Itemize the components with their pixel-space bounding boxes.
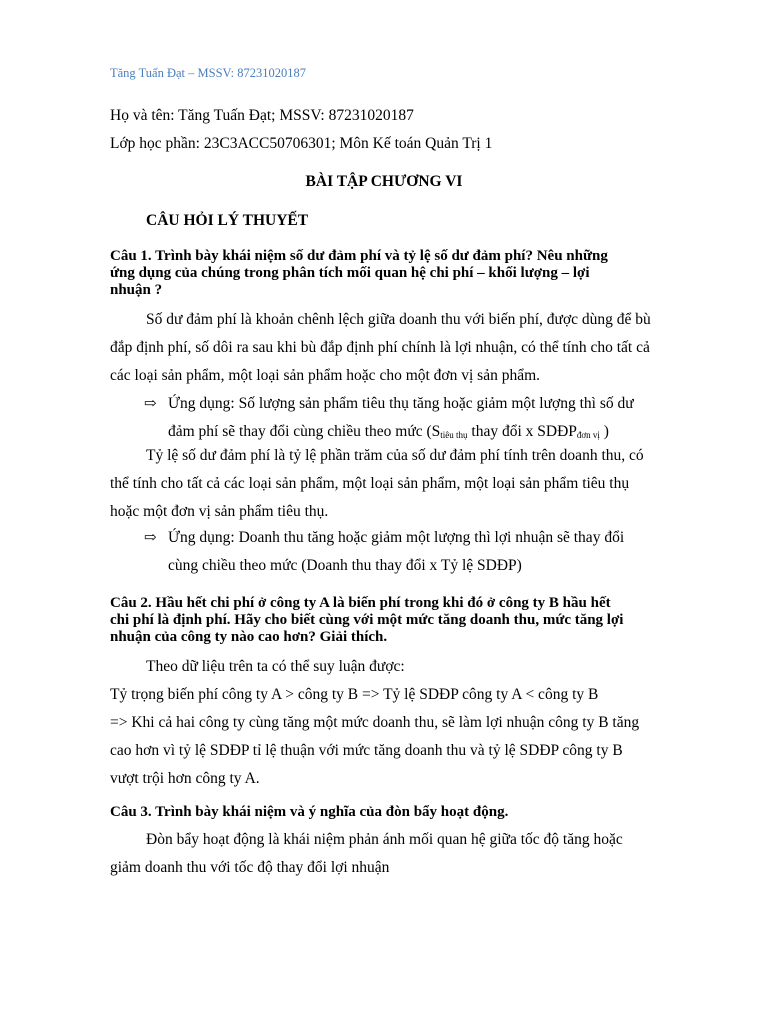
paragraph-line: Tỷ lệ số dư đảm phí là tỷ lệ phần trăm của số dư đảm phí tính trên doanh thu, có bbox=[146, 447, 644, 464]
paragraph-line: giảm doanh thu với tốc độ thay đổi lợi nhuận bbox=[110, 859, 390, 876]
question-1-line: nhuận ? bbox=[110, 282, 163, 298]
student-name-line: Họ và tên: Tăng Tuấn Đạt; MSSV: 87231020187 bbox=[110, 107, 414, 124]
paragraph-line: Số dư đảm phí là khoản chênh lệch giữa doanh thu với biến phí, được dùng để bù bbox=[146, 311, 651, 328]
paragraph-line: => Khi cả hai công ty cùng tăng một mức doanh thu, sẽ làm lợi nhuận công ty B tăng bbox=[110, 714, 640, 731]
application-text: ) bbox=[599, 423, 609, 440]
paragraph-line: cao hơn vì tỷ lệ SDĐP tỉ lệ thuận với mức tăng doanh thu và tỷ lệ SDĐP công ty B bbox=[110, 742, 623, 759]
application-text: thay đổi x SDĐP bbox=[467, 423, 577, 440]
arrow-icon: ⇨ bbox=[144, 530, 157, 546]
question-2-line: Câu 2. Hầu hết chi phí ở công ty A là biến phí trong khi đó ở công ty B hầu hết bbox=[110, 595, 611, 611]
section-heading: CÂU HỎI LÝ THUYẾT bbox=[146, 212, 309, 229]
question-3 bbox=[110, 804, 695, 821]
paragraph-line: Tỷ trọng biến phí công ty A > công ty B => Tỷ lệ SDĐP công ty A < công ty B bbox=[110, 686, 599, 703]
application-2 bbox=[144, 524, 704, 580]
paragraph-line: vượt trội hơn công ty A. bbox=[110, 770, 260, 787]
paragraph-line: thể tính cho tất cả các loại sản phẩm, một loại sản phẩm, một loại sản phẩm tiêu thụ bbox=[110, 475, 630, 492]
answer-3 bbox=[110, 826, 695, 882]
answer-2 bbox=[110, 653, 695, 793]
student-info bbox=[110, 102, 695, 158]
paragraph-line: đắp định phí, số dôi ra sau khi bù đắp định phí chính là lợi nhuận, có thể tính cho tất cả bbox=[110, 339, 650, 356]
paragraph-line: hoặc một đơn vị sản phẩm tiêu thụ. bbox=[110, 503, 329, 520]
question-2-line: nhuận của công ty nào cao hơn? Giải thích. bbox=[110, 629, 388, 645]
question-3-line: Câu 3. Trình bày khái niệm và ý nghĩa của đòn bẩy hoạt động. bbox=[110, 804, 509, 820]
paragraph-line: Đòn bẩy hoạt động là khái niệm phản ánh mối quan hệ giữa tốc độ tăng hoặc bbox=[146, 831, 623, 848]
paragraph-line: Theo dữ liệu trên ta có thể suy luận được: bbox=[146, 658, 405, 675]
application-line: Ứng dụng: Doanh thu tăng hoặc giảm một lượng thì lợi nhuận sẽ thay đổi bbox=[168, 529, 625, 546]
question-2-line: chi phí là định phí. Hãy cho biết cùng với một mức tăng doanh thu, mức tăng lợi bbox=[110, 612, 624, 628]
question-2 bbox=[110, 595, 695, 646]
subscript: đơn vị bbox=[576, 430, 600, 440]
running-header: Tăng Tuấn Đạt – MSSV: 87231020187 bbox=[110, 66, 306, 80]
application-line: Ứng dụng: Số lượng sản phẩm tiêu thụ tăng hoặc giảm một lượng thì số dư bbox=[168, 395, 634, 412]
chapter-title: BÀI TẬP CHƯƠNG VI bbox=[305, 173, 463, 190]
subscript: tiêu thụ bbox=[440, 430, 468, 440]
answer-1-paragraph-2 bbox=[110, 442, 695, 526]
application-line: cùng chiều theo mức (Doanh thu thay đổi x Tỷ lệ SDĐP) bbox=[168, 557, 522, 574]
paragraph-line: các loại sản phẩm, một loại sản phẩm hoặc cho một đơn vị sản phẩm. bbox=[110, 367, 541, 384]
question-1 bbox=[110, 248, 695, 299]
application-text: đảm phí sẽ thay đổi cùng chiều theo mức (S bbox=[168, 423, 441, 440]
question-1-line: Câu 1. Trình bày khái niệm số dư đảm phí và tỷ lệ số dư đảm phí? Nêu những bbox=[110, 248, 608, 264]
question-1-line: ứng dụng của chúng trong phân tích mối quan hệ chi phí – khối lượng – lợi bbox=[110, 265, 590, 281]
class-line: Lớp học phần: 23C3ACC50706301; Môn Kế toán Quản Trị 1 bbox=[110, 135, 493, 152]
arrow-icon: ⇨ bbox=[144, 396, 157, 412]
application-1 bbox=[144, 390, 704, 449]
answer-1-paragraph-1 bbox=[110, 306, 695, 390]
